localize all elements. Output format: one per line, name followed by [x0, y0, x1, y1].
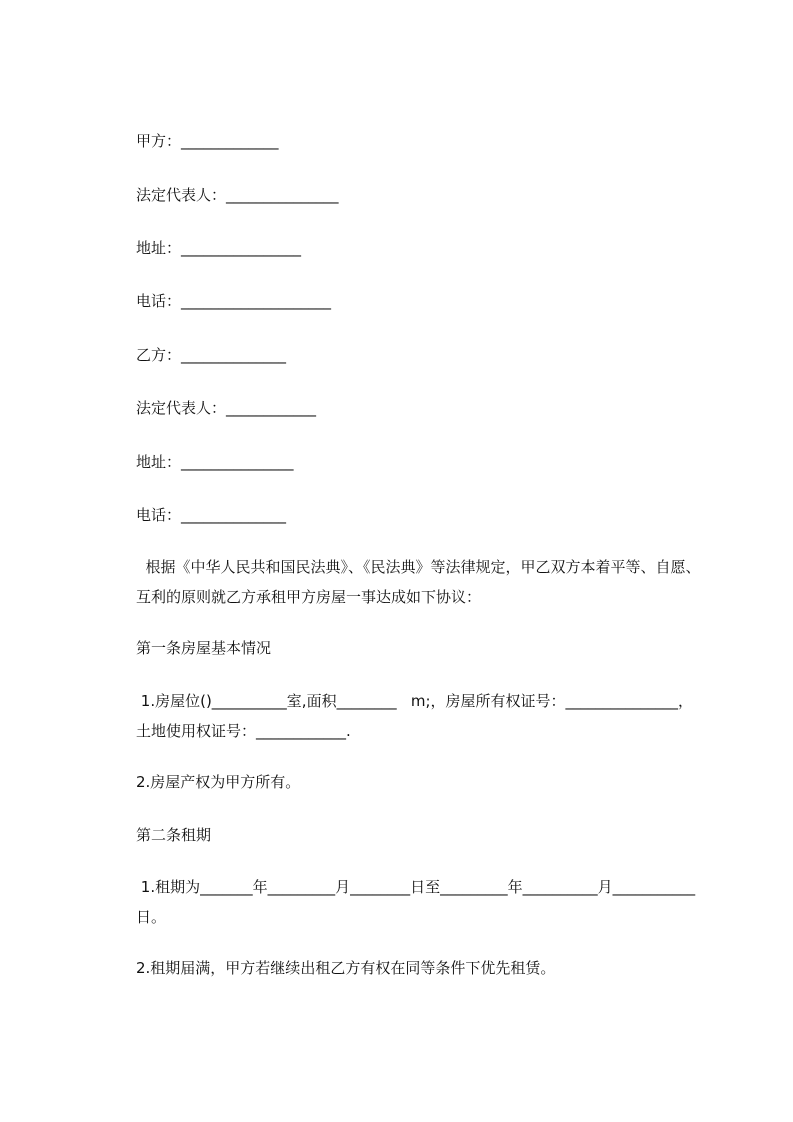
party-a-rep-line: 法定代表人：_______________	[136, 186, 339, 204]
party-a-name-line: 甲方：_____________	[136, 132, 279, 150]
article-2-item-2: 2.租期届满，甲方若继续出租乙方有权在同等条件下优先租赁。	[136, 959, 556, 977]
article-1-item-1: 1.房屋位()__________室,面积________ m;，房屋所有权证号：_______________，土地使用权证号：____________.	[136, 692, 694, 740]
article-1-item-2: 2.房屋产权为甲方所有。	[136, 773, 301, 791]
article-1-title: 第一条房屋基本情况	[136, 639, 272, 657]
party-b-phone-line: 电话：______________	[136, 506, 287, 524]
party-a-phone-line: 电话：____________________	[136, 292, 332, 310]
article-2-title: 第二条租期	[136, 826, 212, 844]
party-b-address-line: 地址：_______________	[136, 453, 294, 471]
party-b-name-line: 乙方：______________	[136, 346, 287, 364]
article-2-item-1: 1.租期为_______年_________月________日至_________年__________月___________日。	[136, 878, 696, 926]
party-b-rep-line: 法定代表人：____________	[136, 399, 317, 417]
intro-paragraph: 根据《中华人民共和国民法典》、《民法典》等法律规定，甲乙双方本着平等、自愿、互利的原则就乙方承租甲方房屋一事达成如下协议：	[136, 558, 701, 606]
party-a-address-line: 地址：________________	[136, 239, 302, 257]
